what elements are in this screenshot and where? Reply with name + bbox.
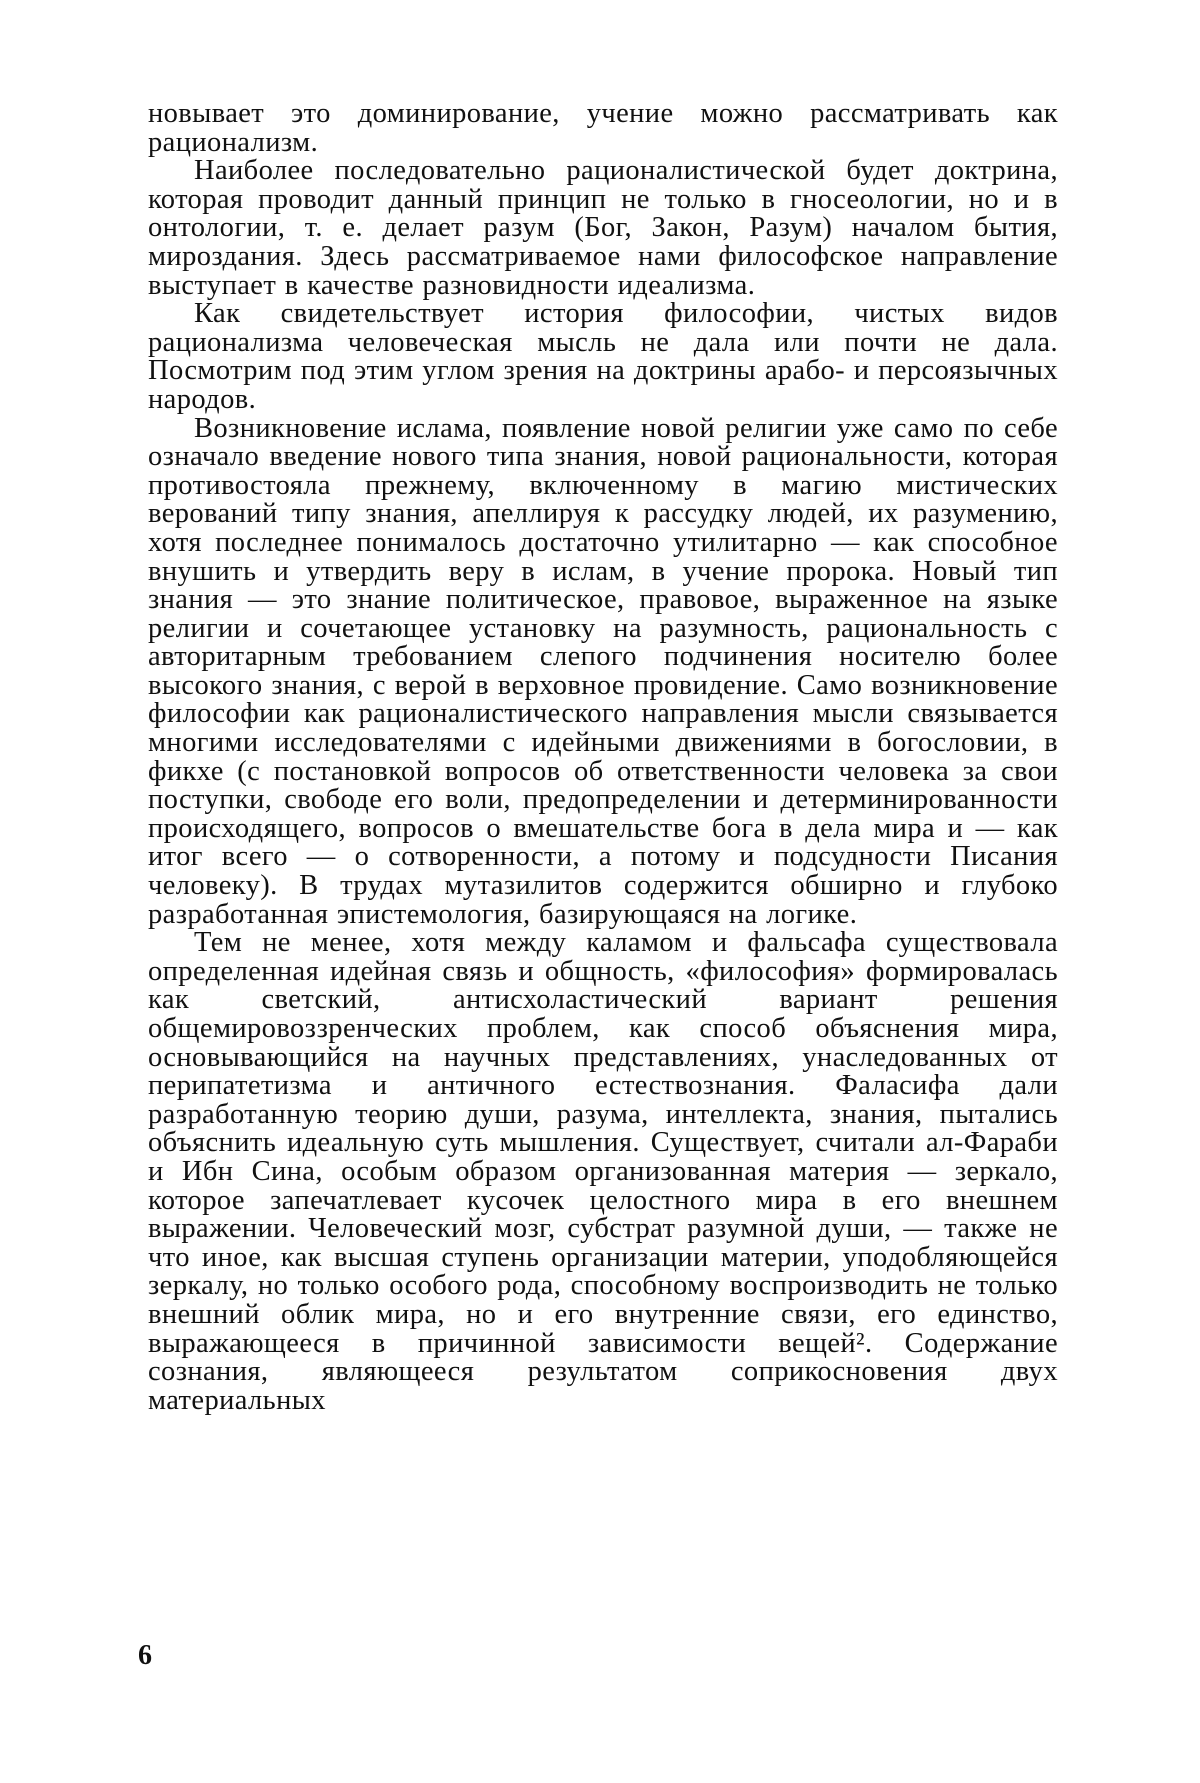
paragraph-4: Возникновение ислама, появление новой религии уже само по себе означало введение нового типа знания, новой рациональности, которая противостояла прежнему, включенному в магию мистических верований типу знания, апеллируя к рассудку людей, их разумению, хотя последнее понималось достаточно утилитарно — как способное внушить и утвердить веру в ислам, в учение пророка. Новый тип знания — это знание политическое, правовое, выраженное на языке религии и сочетающее установку на разумность, рациональность с авторитарным требованием слепого подчинения носителю более высокого знания, с верой в верховное провидение. Само возникновение философии как рационалистического направления мысли связывается многими исследователями с идейными движениями в богословии, в фикхе (с постановкой вопросов об ответственности человека за свои поступки, свободе его воли, предопределении и детерминированности происходящего, вопросов о вмешательстве бога в дела мира и — как итог всего — о сотворенности, а потому и подсудности Писания человеку). В трудах мутазилитов содержится обширно и глубоко разработанная эпистемология, базирующаяся на логике. bbox=[148, 412, 1058, 930]
paragraph-5: Тем не менее, хотя между каламом и фальсафа существовала определенная идейная связь и общность, «философия» формировалась как светский, антисхоластический вариант решения общемировоззренческих проблем, как способ объяснения мира, основывающийся на научных представлениях, унаследованных от перипатетизма и античного естествознания. Фаласифа дали разработанную теорию души, разума, интеллекта, знания, пытались объяснить идеальную суть мышления. Существует, считали ал-Фараби и Ибн Сина, особым образом организованная материя — зеркало, которое запечатлевает кусочек целостного мира в его внешнем выражении. Человеческий мозг, субстрат разумной души, — также не что иное, как высшая ступень организации материи, уподобляющейся зеркалу, но только особого рода, способному воспроизводить не только внешний облик мира, но и его внутренние связи, его единство, выражающееся в причинной зависимости вещей². Содержание сознания, являющееся результатом соприкосновения двух материальных bbox=[148, 927, 1058, 1416]
paragraph-2: Наиболее последовательно рационалистической будет доктрина, которая проводит данный принцип не только в гносеологии, но и в онтологии, т. е. делает разум (Бог, Закон, Разум) началом бытия, мироздания. Здесь рассматриваемое нами философское направление выступает в качестве разновидности идеализма. bbox=[148, 155, 1058, 301]
paragraph-1: новывает это доминирование, учение можно рассматривать как рационализм. bbox=[148, 98, 1058, 158]
page-number: 6 bbox=[138, 1640, 152, 1671]
body-text bbox=[148, 100, 1058, 1415]
paragraph-3: Как свидетельствует история философии, чистых видов рационализма человеческая мысль не дала или почти не дала. Посмотрим под этим углом зрения на доктрины арабо- и персоязычных народов. bbox=[148, 298, 1058, 415]
